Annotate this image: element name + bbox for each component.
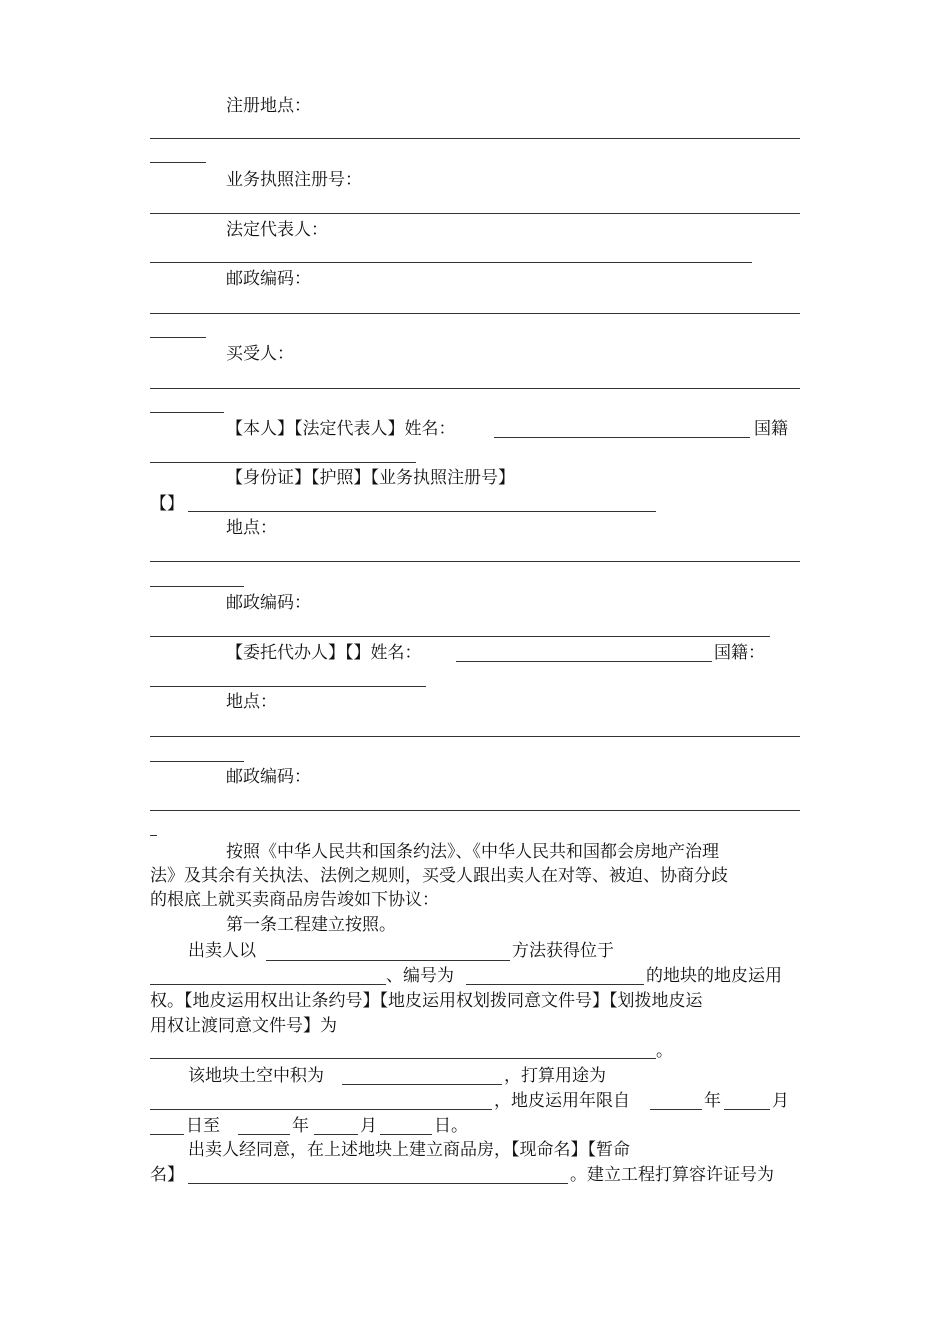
end-day-blank[interactable]	[380, 1134, 432, 1135]
seller-postcode-label: 邮政编码：	[226, 269, 311, 289]
agent-name-label: 【委托代办人】【】姓名：	[226, 643, 422, 663]
p2-text-f: 日至	[186, 1116, 220, 1136]
buyer-postcode-label: 邮政编码：	[226, 593, 311, 613]
p2-text-c: ，地皮运用年限自	[494, 1091, 630, 1111]
intro-line-1: 按照《中华人民共和国条约法》、《中华人民共和国都会房地产治理	[226, 842, 719, 862]
p3-text-b: 名】	[150, 1165, 184, 1185]
p3-text-c: 。建立工程打算容许证号为	[570, 1165, 774, 1185]
p1-text-f: 用权让渡同意文件号】为	[150, 1016, 337, 1036]
p1-text-d: 的地块的地皮运用	[646, 966, 782, 986]
end-month-blank[interactable]	[314, 1134, 358, 1135]
buyer-blank[interactable]	[150, 388, 800, 389]
p1-text-g: 。	[656, 1041, 673, 1061]
buyer-nationality-label: 国籍	[754, 419, 788, 439]
p2-text-h: 月	[360, 1116, 377, 1136]
project-name-blank[interactable]	[188, 1183, 568, 1184]
agent-name-blank[interactable]	[456, 661, 712, 662]
land-location-blank[interactable]	[150, 984, 386, 985]
buyer-id-types: 【身份证】【护照】【业务执照注册号】	[226, 468, 515, 488]
buyer-nationality-blank[interactable]	[150, 462, 416, 463]
land-acquisition-method-blank[interactable]	[266, 960, 510, 961]
article-1-heading: 第一条工程建立按照。	[226, 915, 396, 935]
p2-text-d: 年	[704, 1091, 721, 1111]
buyer-name-label: 【本人】【法定代表人】姓名：	[226, 419, 456, 439]
intro-line-2: 法》及其余有关执法、法例之规则，买受人跟出卖人在对等、被迫、协商分歧	[150, 866, 728, 886]
p1-text-b: 方法获得位于	[512, 941, 614, 961]
seller-postcode-blank-cont[interactable]	[150, 337, 206, 338]
p1-text-a: 出卖人以	[188, 941, 256, 961]
p2-text-a: 该地块土空中积为	[188, 1066, 324, 1086]
p2-text-i: 日。	[434, 1116, 468, 1136]
buyer-id-bracket: 【】	[150, 494, 184, 514]
seller-license-blank[interactable]	[150, 213, 800, 214]
buyer-id-number-blank[interactable]	[188, 511, 656, 512]
seller-license-label: 业务执照注册号：	[226, 170, 362, 190]
land-number-blank[interactable]	[466, 984, 644, 985]
intro-line-3: 的根底上就买卖商品房告竣如下协议：	[150, 890, 439, 910]
start-day-blank[interactable]	[150, 1134, 184, 1135]
end-year-blank[interactable]	[238, 1134, 290, 1135]
seller-reg-address-label: 注册地点：	[226, 96, 311, 116]
buyer-address-blank-cont[interactable]	[150, 586, 244, 587]
planned-use-blank[interactable]	[150, 1109, 492, 1110]
p1-text-c: 、编号为	[386, 966, 454, 986]
buyer-address-label: 地点：	[226, 518, 277, 538]
seller-reg-address-blank[interactable]	[150, 138, 800, 139]
buyer-name-blank[interactable]	[494, 437, 750, 438]
buyer-title: 买受人：	[226, 344, 294, 364]
p1-text-e: 权。【地皮运用权出让条约号】【地皮运用权划拨同意文件号】【划拨地皮运	[150, 991, 703, 1011]
agent-postcode-blank[interactable]	[150, 810, 800, 811]
land-area-blank[interactable]	[342, 1084, 502, 1085]
p3-text-a: 出卖人经同意，在上述地块上建立商品房，【现命名】【暂命	[188, 1140, 630, 1160]
agent-address-label: 地点：	[226, 692, 277, 712]
buyer-postcode-blank[interactable]	[150, 636, 770, 637]
agent-address-blank-cont[interactable]	[150, 761, 244, 762]
seller-postcode-blank[interactable]	[150, 313, 800, 314]
agent-postcode-blank-cont[interactable]	[150, 835, 157, 836]
start-year-blank[interactable]	[650, 1109, 702, 1110]
agent-nationality-label: 国籍：	[714, 643, 765, 663]
buyer-address-blank[interactable]	[150, 561, 800, 562]
agent-postcode-label: 邮政编码：	[226, 767, 311, 787]
land-doc-number-blank[interactable]	[150, 1058, 656, 1059]
seller-legal-rep-blank[interactable]	[150, 262, 752, 263]
p2-text-g: 年	[292, 1116, 309, 1136]
start-month-blank[interactable]	[724, 1109, 770, 1110]
seller-legal-rep-label: 法定代表人：	[226, 220, 328, 240]
seller-reg-address-blank-cont[interactable]	[150, 162, 206, 163]
agent-address-blank[interactable]	[150, 736, 800, 737]
buyer-blank-cont[interactable]	[150, 412, 224, 413]
agent-nationality-blank[interactable]	[150, 686, 426, 687]
p2-text-b: ，打算用途为	[504, 1066, 606, 1086]
p2-text-e: 月	[772, 1091, 789, 1111]
